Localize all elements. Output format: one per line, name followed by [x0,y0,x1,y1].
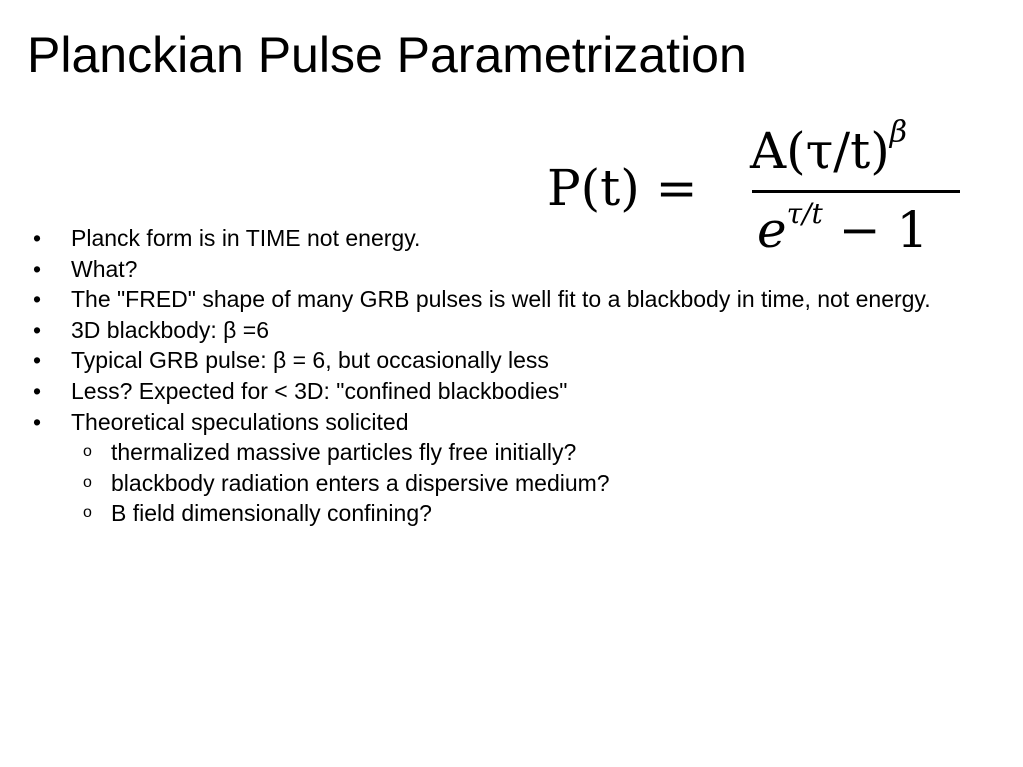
bullet-text: 3D blackbody: β =6 [71,316,269,343]
formula-numerator [750,115,907,180]
bullet-item [30,284,1005,315]
bullet-text: Theoretical speculations solicited [71,408,409,435]
bullet-marker: • [33,408,42,435]
bullet-marker: • [33,347,42,374]
bullet-item [30,376,1005,407]
sub-bullet-item [30,437,1005,468]
bullet-text: Planck form is in TIME not energy. [71,225,421,251]
bullet-item [30,345,1005,376]
formula-denominator-exponent: τ/t [786,197,823,230]
formula-numerator-exponent: β [889,115,908,150]
formula-lhs: P(t) = [547,159,698,217]
sub-bullet-text: thermalized massive particles fly free initially? [111,439,577,466]
bullet-marker: • [33,377,42,404]
bullet-item [30,223,1005,254]
bullet-marker: • [33,316,42,343]
sub-bullet-item [30,468,1005,499]
bullet-text: Less? Expected for < 3D: "confined blackbodies" [71,377,568,404]
sub-bullet-marker: o [83,443,92,461]
formula-denominator-tail: − 1 [838,201,929,259]
bullet-text: Typical GRB pulse: β = 6, but occasionally less [71,347,549,374]
bullet-marker: • [33,255,42,282]
sub-bullet-marker: o [83,473,92,491]
bullet-text: The "FRED" shape of many GRB pulses is well fit to a blackbody in time, not energy. [71,286,931,313]
sub-bullet-item [30,498,1005,529]
slide-title: Planckian Pulse Parametrization [27,27,747,83]
sub-bullet-text: B field dimensionally confining? [111,500,432,527]
formula-numerator-base: A(τ/t) [750,122,890,180]
formula-denominator-base: e [757,201,787,259]
sub-bullet-marker: o [83,504,92,522]
sub-bullet-text: blackbody radiation enters a dispersive medium? [111,469,610,496]
bullet-marker: • [33,225,42,251]
bullet-text: What? [71,255,138,282]
bullet-item [30,315,1005,346]
bullet-item [30,254,1005,285]
bullet-marker: • [33,286,42,313]
formula-fraction-bar [752,190,960,193]
bullet-list [30,223,1005,529]
bullet-item [30,407,1005,438]
